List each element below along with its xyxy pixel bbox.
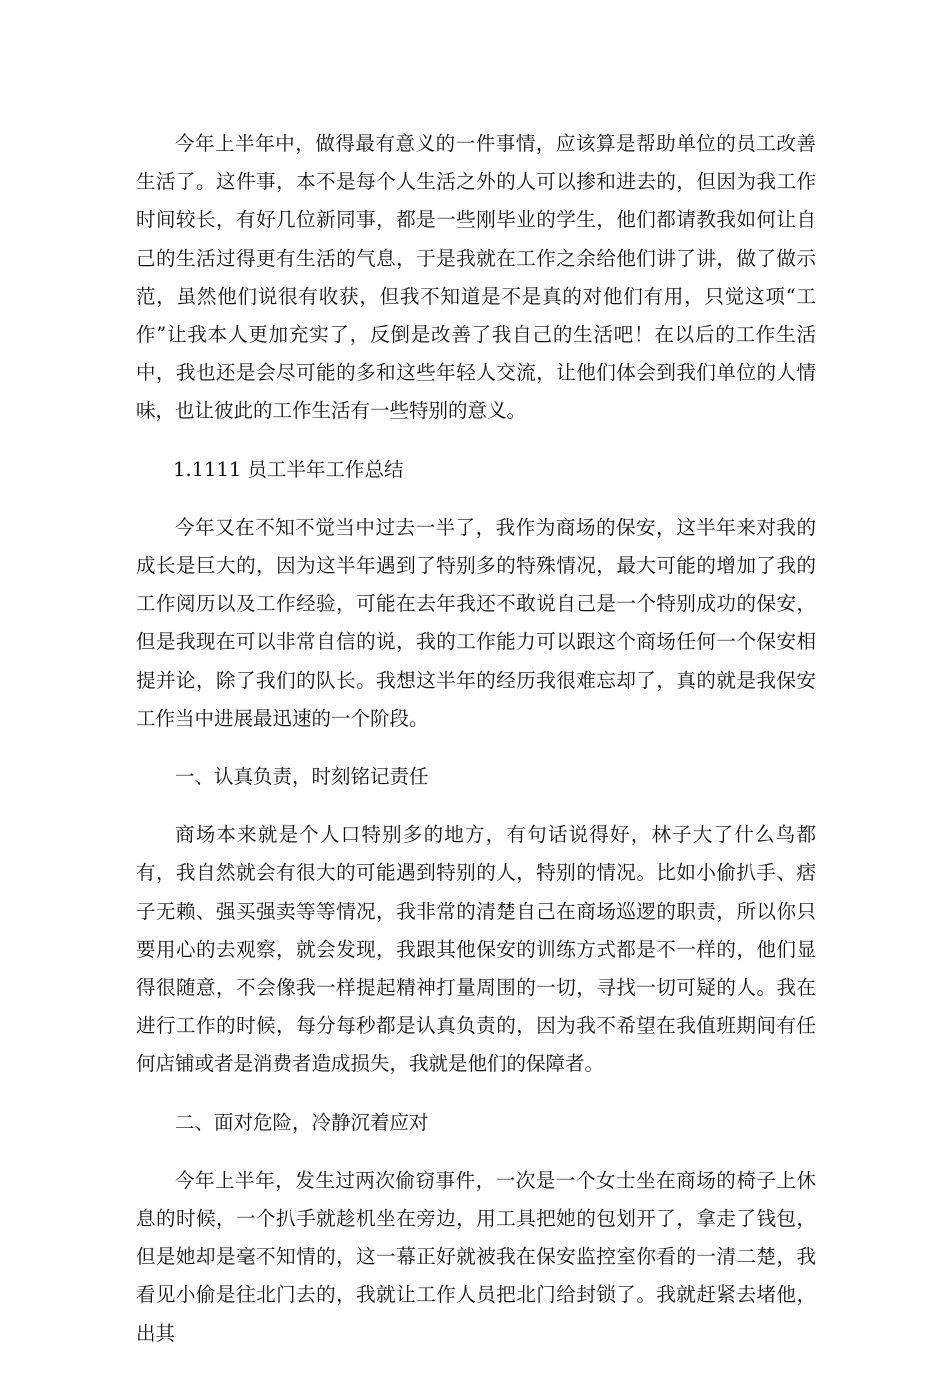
section-title: 1.1111 员工半年工作总结	[173, 457, 404, 481]
paragraph-danger: 今年上半年，发生过两次偷窃事件，一次是一个女士坐在商场的椅子上休息的时候，一个扒手就趁机坐在旁边，用工具把她的包划开了，拿走了钱包，但是她却是毫不知情的，这一幕正好就被我在保安监控室你看的一清二楚，我看见小偷是往北门去的，我就让工作人员把北门给封锁了。我就赶紧去堵他，出其	[136, 1168, 816, 1345]
paragraph-overview: 今年又在不知不觉当中过去一半了，我作为商场的保安，这半年来对我的成长是巨大的，因为这半年遇到了特别多的特殊情况，最大可能的增加了我的工作阅历以及工作经验，可能在去年我还不敢说自己是一个特别成功的保安，但是我现在可以非常自信的说，我的工作能力可以跟这个商场任何一个保安相提并论，除了我们的队长。我想这半年的经历我很难忘却了，真的就是我保安工作当中进展最迅速的一个阶段。	[136, 515, 816, 730]
subheading-responsibility: 一、认真负责，时刻铭记责任	[175, 765, 429, 789]
paragraph-intro: 今年上半年中，做得最有意义的一件事情，应该算是帮助单位的员工改善生活了。这件事，本不是每个人生活之外的人可以掺和进去的，但因为我工作时间较长，有好几位新同事，都是一些刚毕业的学生，他们都请教我如何让自己的生活过得更有生活的气息，于是我就在工作之余给他们讲了讲，做了做示范，虽然他们说很有收获，但我不知道是不是真的对他们有用，只觉这项“工作”让我本人更加充实了，反倒是改善了我自己的生活吧！在以后的工作生活中，我也还是会尽可能的多和这些年轻人交流，让他们体会到我们单位的人情味，也让彼此的工作生活有一些特别的意义。	[136, 132, 816, 423]
document-body	[136, 125, 816, 1373]
paragraph-responsibility: 商场本来就是个人口特别多的地方，有句话说得好，林子大了什么鸟都有，我自然就会有很大的可能遇到特别的人，特别的情况。比如小偷扒手、痞子无赖、强买强卖等等情况，我非常的清楚自己在商场巡逻的职责，所以你只要用心的去观察，就会发现，我跟其他保安的训练方式都是不一样的，他们显得很随意，不会像我一样提起精神打量周围的一切，寻找一切可疑的人。我在进行工作的时候，每分每秒都是认真负责的，因为我不希望在我值班期间有任何店铺或者是消费者造成损失，我就是他们的保障者。	[136, 823, 816, 1076]
subheading-danger: 二、面对危险，冷静沉着应对	[175, 1110, 429, 1134]
